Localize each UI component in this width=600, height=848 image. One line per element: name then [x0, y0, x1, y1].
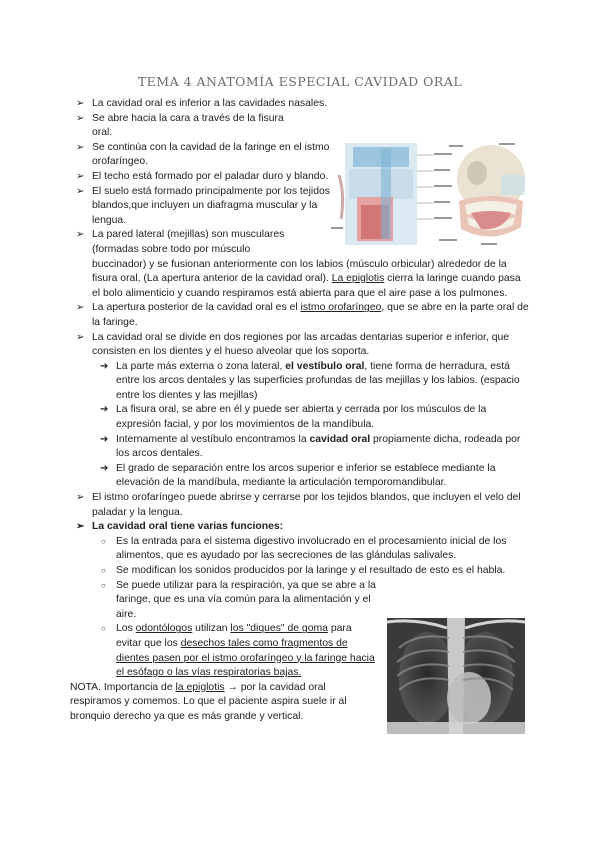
circle-bullet-icon: ○: [101, 566, 106, 575]
arrowhead-bullet-icon: ➢: [76, 229, 85, 241]
arrowhead-bullet-icon: ➢: [76, 98, 85, 109]
arrow-bullet-icon: ➔: [100, 404, 109, 416]
chest-xray-image: [387, 618, 525, 734]
list-item: ➢ El techo está formado por el paladar duro y blando.: [70, 170, 332, 185]
sub-list-item: ➔ La parte más externa o zona lateral, el vestíbulo oral, tiene forma de herradura, está entre los arcos dentales y las superficies profundas de las mejillas y los labios. (espacio entre los dientes y las mejillas): [100, 360, 520, 401]
sub-list-item: ➔ Internamente al vestíbulo encontramos la cavidad oral propiamente dicha, rodeada por los arcos dentales.: [100, 433, 521, 460]
list-item: ➢ La cavidad oral tiene varias funciones:: [70, 520, 530, 535]
sub-list-item: ○ Es la entrada para el sistema digestivo involucrado en el procesamiento inicial de los alimentos, que es ayudado por las secreciones de las glándulas salivales.: [101, 535, 507, 562]
arrowhead-bullet-icon: ➢: [76, 331, 85, 343]
arrowhead-bullet-icon: ➢: [76, 521, 85, 533]
list-item: ➢ La pared lateral (mejillas) son musculares (formadas sobre todo por músculo buccinador) y se fusionan anteriormente con los labios (músculo orbicular) alrededor de la fisura oral, (La apertura anterior de la cavidad oral). La epiglotis cierra la laringe cuando pasa el bolo alimenticio y cuando respiramos está abierta para que el aire pase a los pulmones.: [76, 229, 521, 299]
list-item: ➢ Se abre hacia la cara a través de la fisura oral.: [76, 112, 284, 139]
sub-list-item: ➔ La fisura oral, se abre en él y puede ser abierta y cerrada por los músculos de la expresión facial, y por los movimientos de la mandíbula.: [100, 404, 487, 431]
list-item: ➢ La cavidad oral es inferior a las cavidades nasales.: [70, 97, 352, 112]
arrowhead-bullet-icon: ➢: [76, 302, 85, 314]
arrowhead-bullet-icon: ➢: [76, 141, 85, 153]
page-title: TEMA 4 ANATOMÍA ESPECIAL CAVIDAD ORAL: [137, 74, 463, 89]
note-paragraph: NOTA. Importancia de la epiglotis → por la cavidad oral respiramos y comemos. Lo que el paciente aspira suele ir al bronquio derecho ya que es más grande y vertical.: [70, 681, 347, 722]
arrowhead-bullet-icon: ➢: [76, 170, 85, 182]
arrowhead-bullet-icon: ➢: [76, 185, 85, 197]
sub-list-item: ○ Se puede utilizar para la respiración, ya que se abre a la faringe, que es una vía común para la alimentación y el aire.: [101, 579, 376, 620]
list-item: ➢ La cavidad oral se divide en dos regiones por las arcadas dentarias superior e inferior, que consisten en los dientes y el hueso alveolar que los soporta.: [76, 331, 510, 358]
list-item: ➢ El istmo orofaríngeo puede abrirse y cerrarse por los tejidos blandos, que incluyen el velo del paladar y la lengua.: [76, 492, 521, 518]
arrow-bullet-icon: ➔: [100, 462, 109, 474]
arrowhead-bullet-icon: ➢: [76, 492, 85, 504]
sub-list-item: ○ Se modifican los sonidos producidos por la laringe y el resultado de esto es el habla.: [70, 564, 530, 579]
sub-list-item: ○ Los odontólogos utilizan los "diques" de goma para evitar que los desechos tales como fragmentos de dientes pasen por el istmo orofaríngeo y la faringe hacia el esófago o las vías respiratorias bajas.: [101, 623, 375, 679]
circle-bullet-icon: ○: [101, 580, 106, 590]
arrowhead-bullet-icon: ➢: [76, 112, 85, 124]
list-item: ➢ Se continúa con la cavidad de la faringe en el istmo orofaríngeo.: [76, 141, 330, 168]
arrow-bullet-icon: ➔: [100, 433, 109, 445]
oral-cavity-anatomy-figure: [331, 135, 527, 253]
sub-list-item: ➔ El grado de separación entre los arcos superior e inferior se establece mediante la elevación de la mandíbula, mediante la articulación temporomandibular.: [100, 462, 496, 489]
arrow-bullet-icon: ➔: [100, 360, 109, 372]
circle-bullet-icon: ○: [101, 536, 106, 546]
list-item: ➢ La apertura posterior de la cavidad oral es el istmo orofaríngeo, que se abre en la parte oral de la faringe.: [76, 302, 529, 328]
circle-bullet-icon: ○: [101, 624, 106, 634]
list-item: ➢ El suelo está formado principalmente por los tejidos blandos,que incluyen un diafragma muscular y la lengua.: [76, 185, 330, 226]
